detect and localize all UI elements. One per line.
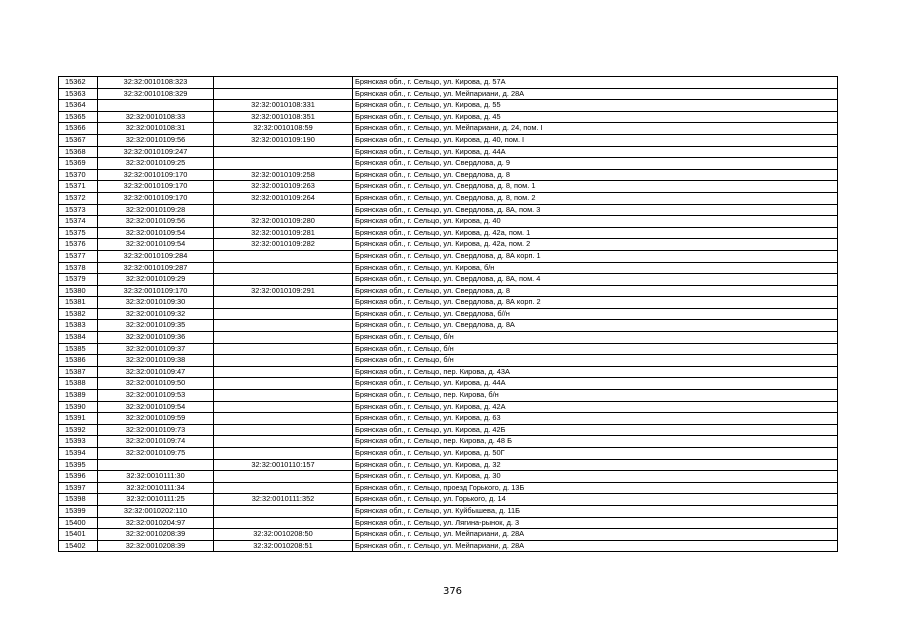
- related-cadastral-number-cell: [214, 355, 353, 367]
- cadastral-number-cell: 32:32:0010202:110: [98, 505, 214, 517]
- cadastral-number-cell: 32:32:0010109:170: [98, 285, 214, 297]
- address-cell: Брянская обл., г. Сельцо, ул. Свердлова, д. 8А: [353, 320, 838, 332]
- related-cadastral-number-cell: 32:32:0010109:264: [214, 192, 353, 204]
- cadastral-number-cell: 32:32:0010109:36: [98, 332, 214, 344]
- related-cadastral-number-cell: 32:32:0010109:282: [214, 239, 353, 251]
- row-number: 15365: [59, 111, 98, 123]
- cadastral-number-cell: 32:32:0010109:73: [98, 424, 214, 436]
- address-cell: Брянская обл., г. Сельцо, ул. Кирова, д. 63: [353, 413, 838, 425]
- cadastral-number-cell: 32:32:0010109:54: [98, 239, 214, 251]
- row-number: 15387: [59, 366, 98, 378]
- address-cell: Брянская обл., г. Сельцо, ул. Кирова, д. 55: [353, 100, 838, 112]
- row-number: 15392: [59, 424, 98, 436]
- address-cell: Брянская обл., г. Сельцо, пер. Кирова, д. 48 Б: [353, 436, 838, 448]
- address-cell: Брянская обл., г. Сельцо, ул. Свердлова, д. 8А корп. 1: [353, 250, 838, 262]
- cadastral-number-cell: 32:32:0010109:50: [98, 378, 214, 390]
- table-row: [59, 448, 838, 460]
- table-body: [59, 77, 838, 552]
- cadastral-number-cell: 32:32:0010109:170: [98, 192, 214, 204]
- related-cadastral-number-cell: [214, 401, 353, 413]
- related-cadastral-number-cell: [214, 204, 353, 216]
- table-row: [59, 204, 838, 216]
- row-number: 15374: [59, 216, 98, 228]
- table-row: [59, 158, 838, 170]
- related-cadastral-number-cell: 32:32:0010108:331: [214, 100, 353, 112]
- row-number: 15376: [59, 239, 98, 251]
- address-cell: Брянская обл., г. Сельцо, ул. Кирова, д. 32: [353, 459, 838, 471]
- row-number: 15381: [59, 297, 98, 309]
- cadastral-number-cell: 32:32:0010109:54: [98, 401, 214, 413]
- row-number: 15367: [59, 134, 98, 146]
- related-cadastral-number-cell: [214, 343, 353, 355]
- related-cadastral-number-cell: 32:32:0010109:190: [214, 134, 353, 146]
- address-cell: Брянская обл., г. Сельцо, ул. Кирова, д. 50Г: [353, 448, 838, 460]
- related-cadastral-number-cell: 32:32:0010109:281: [214, 227, 353, 239]
- row-number: 15402: [59, 540, 98, 552]
- address-cell: Брянская обл., г. Сельцо, ул. Кирова, д. 44А: [353, 378, 838, 390]
- row-number: 15391: [59, 413, 98, 425]
- row-number: 15375: [59, 227, 98, 239]
- table-row: [59, 540, 838, 552]
- address-cell: Брянская обл., г. Сельцо, ул. Лягина-рынок, д. 3: [353, 517, 838, 529]
- cadastral-number-cell: 32:32:0010111:34: [98, 482, 214, 494]
- related-cadastral-number-cell: [214, 250, 353, 262]
- row-number: 15369: [59, 158, 98, 170]
- address-cell: Брянская обл., г. Сельцо, ул. Свердлова, д. 9: [353, 158, 838, 170]
- table-row: [59, 274, 838, 286]
- table-row: [59, 320, 838, 332]
- related-cadastral-number-cell: 32:32:0010109:291: [214, 285, 353, 297]
- related-cadastral-number-cell: 32:32:0010109:263: [214, 181, 353, 193]
- table-row: [59, 459, 838, 471]
- related-cadastral-number-cell: 32:32:0010111:352: [214, 494, 353, 506]
- table-row: [59, 343, 838, 355]
- cadastral-number-cell: 32:32:0010108:33: [98, 111, 214, 123]
- table-row: [59, 111, 838, 123]
- row-number: 15380: [59, 285, 98, 297]
- cadastral-number-cell: 32:32:0010111:25: [98, 494, 214, 506]
- cadastral-number-cell: 32:32:0010109:54: [98, 227, 214, 239]
- related-cadastral-number-cell: 32:32:0010108:351: [214, 111, 353, 123]
- address-cell: Брянская обл., г. Сельцо, ул. Свердлова, д. 8, пом. 2: [353, 192, 838, 204]
- cadastral-number-cell: 32:32:0010109:284: [98, 250, 214, 262]
- table-row: [59, 332, 838, 344]
- cadastral-number-cell: 32:32:0010109:59: [98, 413, 214, 425]
- address-cell: Брянская обл., г. Сельцо, ул. Свердлова, д. 8А, пом. 3: [353, 204, 838, 216]
- address-cell: Брянская обл., г. Сельцо, ул. Кирова, д. 44А: [353, 146, 838, 158]
- table-row: [59, 505, 838, 517]
- address-cell: Брянская обл., г. Сельцо, ул. Горького, д. 14: [353, 494, 838, 506]
- address-cell: Брянская обл., г. Сельцо, ул. Кирова, д. 40: [353, 216, 838, 228]
- address-cell: Брянская обл., г. Сельцо, ул. Свердлова, б//н: [353, 308, 838, 320]
- row-number: 15400: [59, 517, 98, 529]
- table-row: [59, 494, 838, 506]
- cadastral-number-cell: 32:32:0010109:29: [98, 274, 214, 286]
- row-number: 15373: [59, 204, 98, 216]
- row-number: 15366: [59, 123, 98, 135]
- row-number: 15384: [59, 332, 98, 344]
- address-cell: Брянская обл., г. Сельцо, ул. Кирова, д. 42Б: [353, 424, 838, 436]
- row-number: 15362: [59, 77, 98, 89]
- row-number: 15364: [59, 100, 98, 112]
- related-cadastral-number-cell: [214, 146, 353, 158]
- address-cell: Брянская обл., г. Сельцо, ул. Кирова, д. 42а, пом. 1: [353, 227, 838, 239]
- address-cell: Брянская обл., г. Сельцо, ул. Кирова, д. 42А: [353, 401, 838, 413]
- table-row: [59, 482, 838, 494]
- related-cadastral-number-cell: [214, 366, 353, 378]
- address-cell: Брянская обл., г. Сельцо, ул. Мейпариани, д. 28А: [353, 540, 838, 552]
- table-row: [59, 378, 838, 390]
- cadastral-number-cell: 32:32:0010109:247: [98, 146, 214, 158]
- table-row: [59, 100, 838, 112]
- row-number: 15368: [59, 146, 98, 158]
- related-cadastral-number-cell: [214, 413, 353, 425]
- address-cell: Брянская обл., г. Сельцо, ул. Мейпариани, д. 24, пом. I: [353, 123, 838, 135]
- row-number: 15370: [59, 169, 98, 181]
- cadastral-number-cell: 32:32:0010109:53: [98, 390, 214, 402]
- cadastral-number-cell: 32:32:0010109:35: [98, 320, 214, 332]
- cadastral-number-cell: 32:32:0010109:32: [98, 308, 214, 320]
- table-row: [59, 297, 838, 309]
- related-cadastral-number-cell: [214, 390, 353, 402]
- table-row: [59, 308, 838, 320]
- cadastral-number-cell: 32:32:0010109:28: [98, 204, 214, 216]
- table-row: [59, 517, 838, 529]
- related-cadastral-number-cell: [214, 482, 353, 494]
- related-cadastral-number-cell: [214, 297, 353, 309]
- row-number: 15390: [59, 401, 98, 413]
- related-cadastral-number-cell: [214, 436, 353, 448]
- related-cadastral-number-cell: [214, 88, 353, 100]
- row-number: 15363: [59, 88, 98, 100]
- related-cadastral-number-cell: 32:32:0010108:59: [214, 123, 353, 135]
- address-cell: Брянская обл., г. Сельцо, пер. Кирова, д. 43А: [353, 366, 838, 378]
- table-row: [59, 88, 838, 100]
- row-number: 15385: [59, 343, 98, 355]
- related-cadastral-number-cell: [214, 158, 353, 170]
- table-row: [59, 192, 838, 204]
- address-cell: Брянская обл., г. Сельцо, проезд Горького, д. 13Б: [353, 482, 838, 494]
- table-row: [59, 250, 838, 262]
- related-cadastral-number-cell: [214, 471, 353, 483]
- table-row: [59, 146, 838, 158]
- row-number: 15389: [59, 390, 98, 402]
- related-cadastral-number-cell: 32:32:0010208:50: [214, 529, 353, 541]
- related-cadastral-number-cell: [214, 77, 353, 89]
- address-cell: Брянская обл., г. Сельцо, б/н: [353, 343, 838, 355]
- related-cadastral-number-cell: [214, 424, 353, 436]
- address-cell: Брянская обл., г. Сельцо, ул. Свердлова, д. 8: [353, 285, 838, 297]
- address-cell: Брянская обл., г. Сельцо, ул. Кирова, д. 57А: [353, 77, 838, 89]
- cadastral-number-cell: 32:32:0010108:31: [98, 123, 214, 135]
- related-cadastral-number-cell: 32:32:0010109:258: [214, 169, 353, 181]
- table-row: [59, 216, 838, 228]
- related-cadastral-number-cell: [214, 517, 353, 529]
- row-number: 15398: [59, 494, 98, 506]
- cadastral-number-cell: 32:32:0010109:287: [98, 262, 214, 274]
- row-number: 15377: [59, 250, 98, 262]
- row-number: 15386: [59, 355, 98, 367]
- cadastral-table: [58, 76, 838, 552]
- address-cell: Брянская обл., г. Сельцо, ул. Мейпариани, д. 28А: [353, 529, 838, 541]
- related-cadastral-number-cell: 32:32:0010109:280: [214, 216, 353, 228]
- cadastral-number-cell: 32:32:0010208:39: [98, 540, 214, 552]
- related-cadastral-number-cell: [214, 308, 353, 320]
- row-number: 15388: [59, 378, 98, 390]
- address-cell: Брянская обл., г. Сельцо, ул. Свердлова, д. 8: [353, 169, 838, 181]
- cadastral-number-cell: 32:32:0010109:37: [98, 343, 214, 355]
- row-number: 15401: [59, 529, 98, 541]
- cadastral-number-cell: 32:32:0010208:39: [98, 529, 214, 541]
- address-cell: Брянская обл., г. Сельцо, б/н: [353, 332, 838, 344]
- cadastral-number-cell: 32:32:0010108:329: [98, 88, 214, 100]
- cadastral-number-cell: [98, 459, 214, 471]
- related-cadastral-number-cell: 32:32:0010110:157: [214, 459, 353, 471]
- related-cadastral-number-cell: [214, 262, 353, 274]
- row-number: 15395: [59, 459, 98, 471]
- row-number: 15372: [59, 192, 98, 204]
- cadastral-number-cell: 32:32:0010108:323: [98, 77, 214, 89]
- cadastral-number-cell: 32:32:0010109:56: [98, 216, 214, 228]
- related-cadastral-number-cell: [214, 274, 353, 286]
- cadastral-number-cell: 32:32:0010109:38: [98, 355, 214, 367]
- cadastral-number-cell: 32:32:0010109:56: [98, 134, 214, 146]
- address-cell: Брянская обл., г. Сельцо, пер. Кирова, б/н: [353, 390, 838, 402]
- table-row: [59, 413, 838, 425]
- related-cadastral-number-cell: [214, 332, 353, 344]
- row-number: 15399: [59, 505, 98, 517]
- cadastral-number-cell: 32:32:0010204:97: [98, 517, 214, 529]
- related-cadastral-number-cell: [214, 448, 353, 460]
- related-cadastral-number-cell: [214, 505, 353, 517]
- address-cell: Брянская обл., г. Сельцо, ул. Свердлова, д. 8, пом. 1: [353, 181, 838, 193]
- table-row: [59, 285, 838, 297]
- cadastral-number-cell: 32:32:0010109:75: [98, 448, 214, 460]
- address-cell: Брянская обл., г. Сельцо, ул. Мейпариани, д. 28А: [353, 88, 838, 100]
- related-cadastral-number-cell: 32:32:0010208:51: [214, 540, 353, 552]
- page-number: 376: [442, 586, 463, 597]
- related-cadastral-number-cell: [214, 378, 353, 390]
- table-row: [59, 77, 838, 89]
- row-number: 15396: [59, 471, 98, 483]
- address-cell: Брянская обл., г. Сельцо, б/н: [353, 355, 838, 367]
- table-row: [59, 436, 838, 448]
- row-number: 15382: [59, 308, 98, 320]
- table-row: [59, 401, 838, 413]
- row-number: 15397: [59, 482, 98, 494]
- address-cell: Брянская обл., г. Сельцо, ул. Кирова, д. 42а, пом. 2: [353, 239, 838, 251]
- table-row: [59, 355, 838, 367]
- cadastral-number-cell: 32:32:0010109:25: [98, 158, 214, 170]
- address-cell: Брянская обл., г. Сельцо, ул. Свердлова, д. 8А корп. 2: [353, 297, 838, 309]
- address-cell: Брянская обл., г. Сельцо, ул. Кирова, д. 40, пом. I: [353, 134, 838, 146]
- row-number: 15393: [59, 436, 98, 448]
- table-row: [59, 471, 838, 483]
- row-number: 15371: [59, 181, 98, 193]
- cadastral-number-cell: 32:32:0010109:170: [98, 169, 214, 181]
- address-cell: Брянская обл., г. Сельцо, ул. Куйбышева, д. 11Б: [353, 505, 838, 517]
- address-cell: Брянская обл., г. Сельцо, ул. Кирова, б/н: [353, 262, 838, 274]
- table-row: [59, 227, 838, 239]
- table-row: [59, 366, 838, 378]
- row-number: 15383: [59, 320, 98, 332]
- table-row: [59, 390, 838, 402]
- table-row: [59, 169, 838, 181]
- table-row: [59, 134, 838, 146]
- table-row: [59, 424, 838, 436]
- row-number: 15378: [59, 262, 98, 274]
- address-cell: Брянская обл., г. Сельцо, ул. Кирова, д. 45: [353, 111, 838, 123]
- cadastral-number-cell: 32:32:0010109:74: [98, 436, 214, 448]
- cadastral-number-cell: [98, 100, 214, 112]
- cadastral-number-cell: 32:32:0010109:30: [98, 297, 214, 309]
- cadastral-number-cell: 32:32:0010111:30: [98, 471, 214, 483]
- table-row: [59, 123, 838, 135]
- cadastral-number-cell: 32:32:0010109:47: [98, 366, 214, 378]
- table-row: [59, 239, 838, 251]
- cadastral-number-cell: 32:32:0010109:170: [98, 181, 214, 193]
- table-row: [59, 262, 838, 274]
- table-row: [59, 529, 838, 541]
- table-row: [59, 181, 838, 193]
- related-cadastral-number-cell: [214, 320, 353, 332]
- address-cell: Брянская обл., г. Сельцо, ул. Кирова, д. 30: [353, 471, 838, 483]
- address-cell: Брянская обл., г. Сельцо, ул. Свердлова, д. 8А, пом. 4: [353, 274, 838, 286]
- row-number: 15379: [59, 274, 98, 286]
- row-number: 15394: [59, 448, 98, 460]
